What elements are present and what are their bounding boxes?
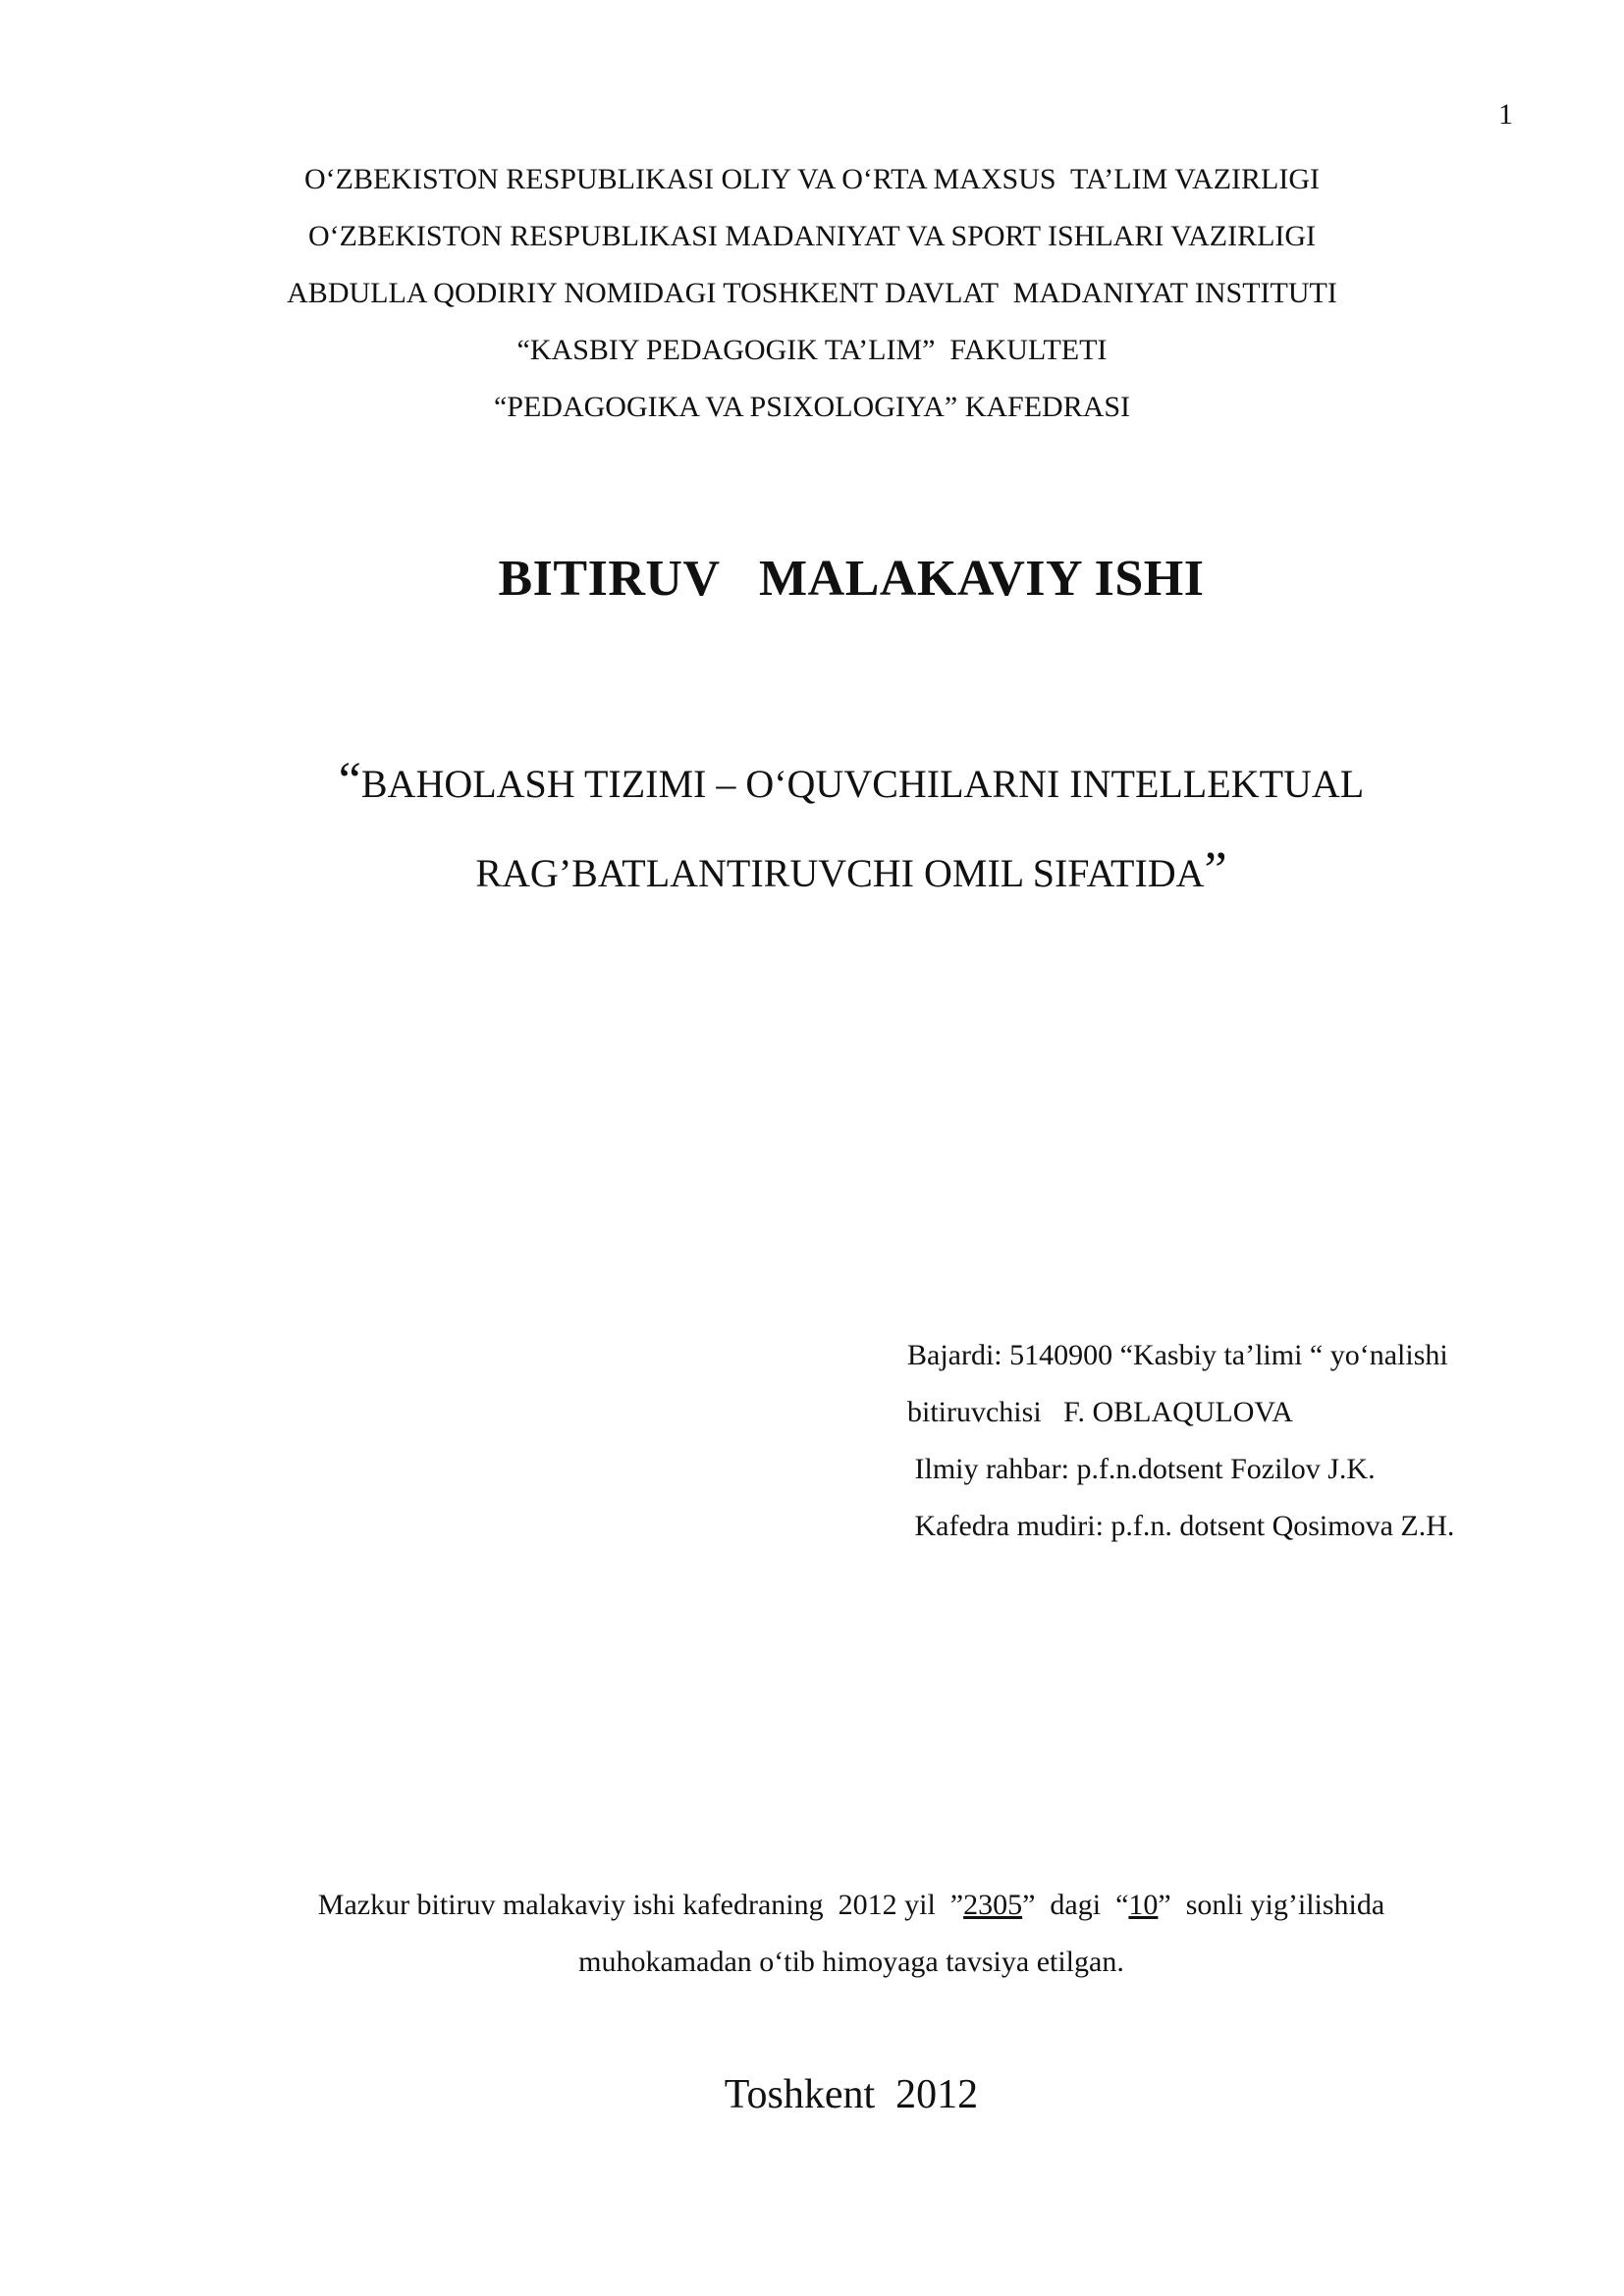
approval-line-1 [0,1877,1624,1934]
ministry-line: O‘ZBEKISTON RESPUBLIKASI MADANIYAT VA SPORT ISHLARI VAZIRLIGI [307,220,1317,252]
approval-suffix: ” sonli yig’ilishida [1158,1889,1385,1921]
faculty-line: “KASBIY PEDAGOGIK TA’LIM” FAKULTETI [516,334,1108,366]
supervisor-line: Ilmiy rahbar: p.f.n.dotsent Fozilov J.K. [907,1453,1376,1485]
document-title: BITIRUV MALAKAVIY ISHI [498,551,1205,607]
topic-line-1 [0,738,1624,828]
institution-header [0,151,1624,436]
performed-by-line: Bajardi: 5140900 “Kasbiy ta’limi “ yo‘nalishi [907,1339,1448,1371]
approval-note [0,1877,1624,1991]
thesis-topic [0,738,1624,917]
topic-text-1: BAHOLASH TIZIMI – O‘QUVCHILARNI INTELLEKTUAL [360,762,1365,806]
approval-middle: ” dagi “ [1022,1889,1129,1921]
topic-close-quote: ” [1204,842,1227,898]
approval-prefix: Mazkur bitiruv malakaviy ishi kafedraning 2012 yil ” [317,1889,964,1921]
approval-line-2: muhokamadan o‘tib himoyaga tavsiya etilgan. [578,1946,1124,1978]
topic-open-quote: “ [338,753,361,809]
meeting-date: 2305 [963,1889,1023,1921]
topic-line-2 [0,828,1624,917]
head-of-department-line: Kafedra mudiri: p.f.n. dotsent Qosimova Z.H. [907,1510,1455,1542]
institute-line: ABDULLA QODIRIY NOMIDAGI TOSHKENT DAVLAT MADANIYAT INSTITUTI [287,277,1337,309]
meeting-number: 10 [1128,1889,1159,1921]
ministry-line: O‘ZBEKISTON RESPUBLIKASI OLIY VA O‘RTA MAXSUS TA’LIM VAZIRLIGI [303,163,1321,195]
graduate-name-line: bitiruvchisi F. OBLAQULOVA [907,1396,1293,1428]
place-and-year: Toshkent 2012 [724,2072,979,2117]
author-info [907,1327,1454,1555]
topic-text-2: RAG’BATLANTIRUVCHI OMIL SIFATIDA [475,851,1205,895]
department-line: “PEDAGOGIKA VA PSIXOLOGIYA” KAFEDRASI [493,391,1131,423]
page-number: 1 [1498,98,1513,131]
